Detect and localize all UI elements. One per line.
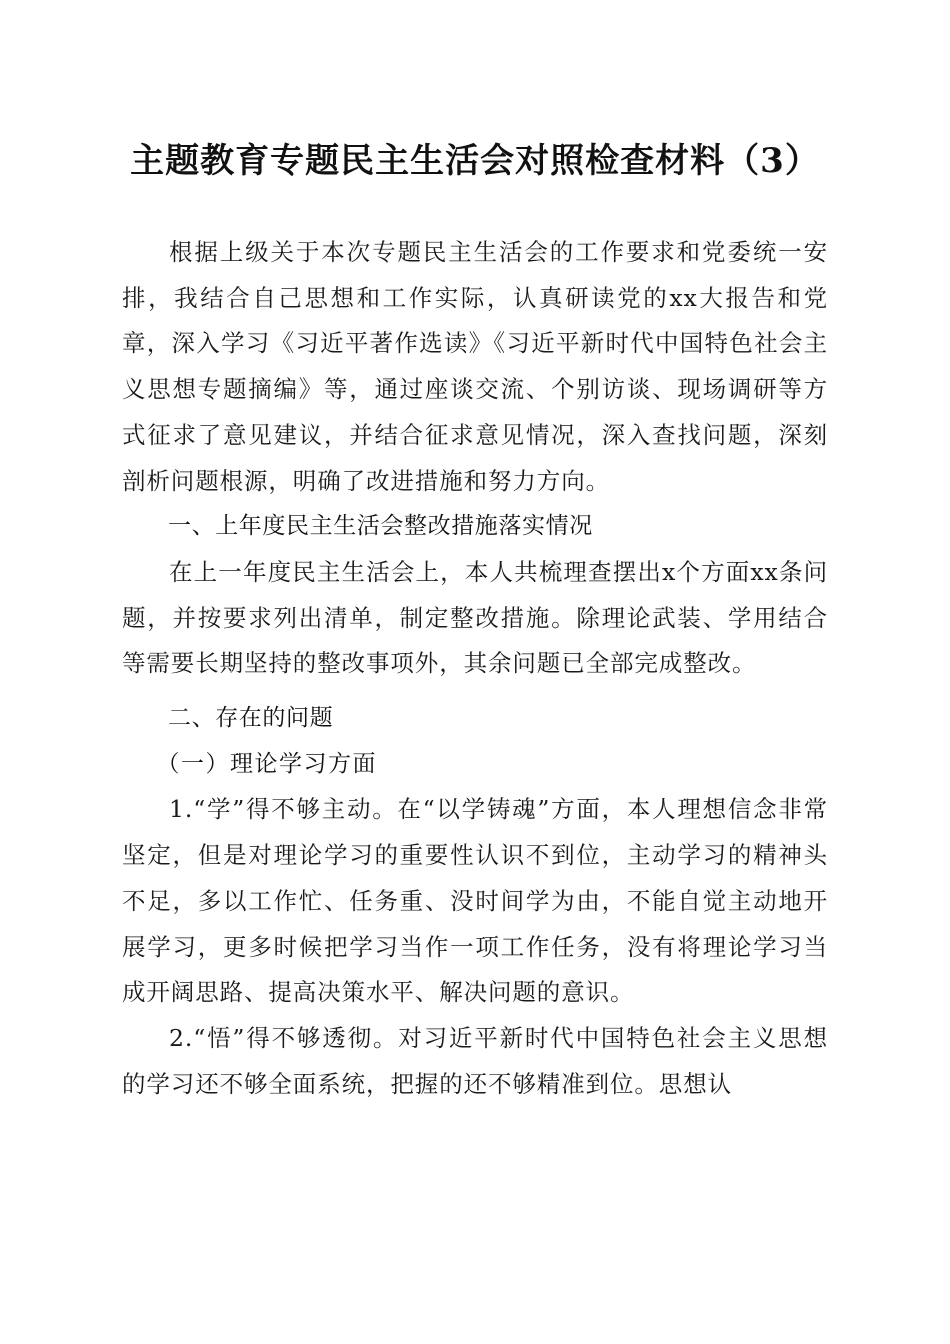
subsection-heading-1: （一）理论学习方面: [156, 750, 377, 777]
section-heading-2: 二、存在的问题: [168, 705, 334, 732]
document-title: 主题教育专题民主生活会对照检查材料（3）: [130, 141, 820, 181]
document-body: [122, 230, 828, 1107]
problem-item-1: 1.“学”得不够主动。在“以学铸魂”方面，本人理想信念非常坚定，但是对理论学习的重要性认识不到位，主动学习的精神头不足，多以工作忙、任务重、没时间学为由，不能自觉主动地开展学习，更多时候把学习当作一项工作任务，没有将理论学习当成开阔思路、提高决策水平、解决问题的意识。: [122, 795, 828, 1007]
intro-paragraph: 根据上级关于本次专题民主生活会的工作要求和党委统一安排，我结合自己思想和工作实际，认真研读党的xx大报告和党章，深入学习《习近平著作选读》《习近平新时代中国特色社会主义思想专题摘编》等，通过座谈交流、个别访谈、现场调研等方式征求了意见建议，并结合征求意见情况，深入查找问题，深刻剖析问题根源，明确了改进措施和努力方向。: [122, 238, 828, 495]
section-1-paragraph: 在上一年度民主生活会上，本人共梳理查摆出x个方面xx条问题，并按要求列出清单，制定整改措施。除理论武装、学用结合等需要长期坚持的整改事项外，其余问题已全部完成整改。: [122, 557, 828, 678]
section-heading-1: 一、上年度民主生活会整改措施落实情况: [168, 513, 593, 540]
problem-item-2: 2.“悟”得不够透彻。对习近平新时代中国特色社会主义思想的学习还不够全面系统，把握的还不够精准到位。思想认: [122, 1023, 828, 1098]
